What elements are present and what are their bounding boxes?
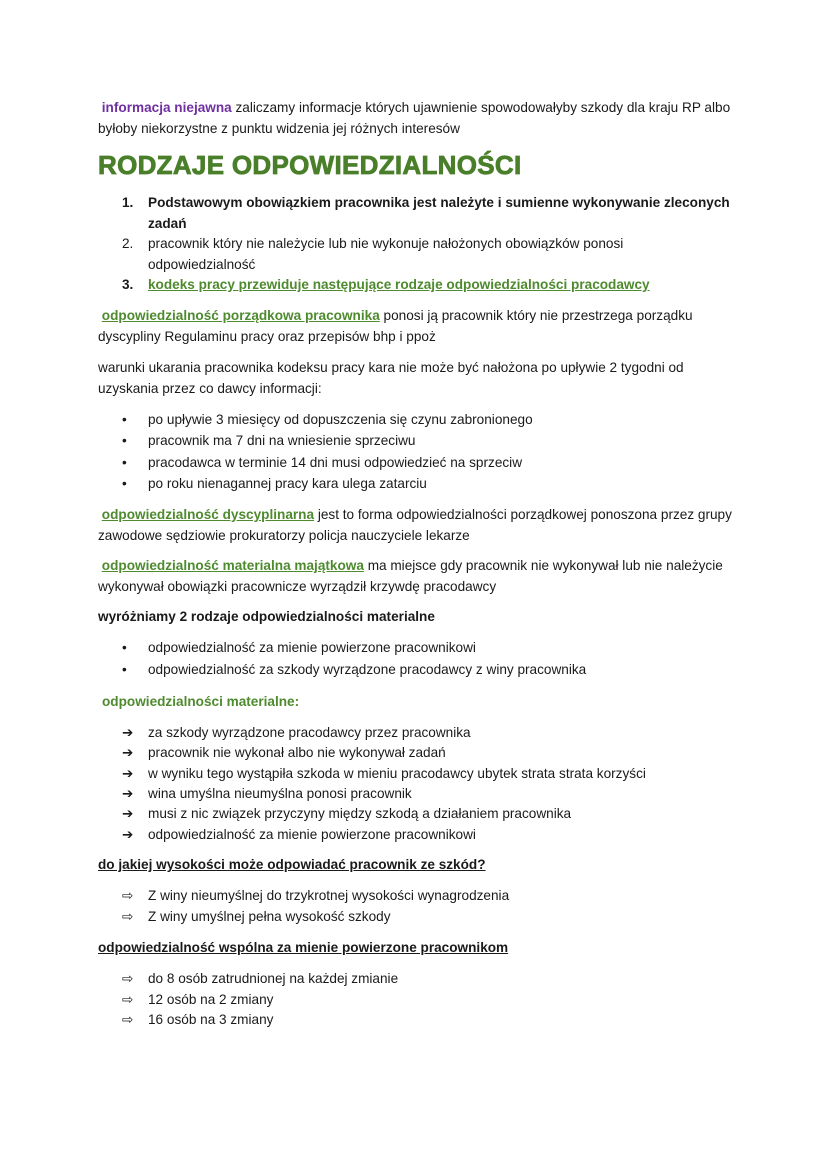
materialna-paragraph bbox=[98, 556, 738, 597]
list-item bbox=[122, 804, 732, 825]
list-item-text: 16 osób na 3 zmiany bbox=[148, 1012, 274, 1027]
list-item bbox=[122, 638, 732, 659]
list-item bbox=[122, 886, 732, 907]
porzadkowa-paragraph bbox=[98, 306, 738, 347]
hollow-arrow-right-icon: ⇨ bbox=[122, 1012, 134, 1027]
list-item-text: pracownik nie wykonał albo nie wykonywał zadań bbox=[148, 745, 446, 761]
term: odpowiedzialność porządkowa pracownika bbox=[101, 308, 380, 323]
list-item bbox=[122, 907, 732, 928]
list-item bbox=[122, 764, 732, 785]
wspolna-heading-text: odpowiedzialność wspólna za mienie powierzone pracownikom bbox=[98, 940, 509, 955]
numbered-item bbox=[122, 275, 732, 296]
arrow-right-icon: ➔ bbox=[122, 826, 134, 842]
bullet-icon: • bbox=[122, 433, 127, 449]
bullet-icon: • bbox=[122, 475, 127, 491]
numbered-item bbox=[122, 234, 732, 275]
page-heading: RODZAJE ODPOWIEDZIALNOŚCI bbox=[98, 150, 522, 180]
term: odpowiedzialność materialna majątkowa bbox=[101, 558, 364, 573]
list-item-text: po upływie 3 miesięcy od dopuszczenia się czynu zabronionego bbox=[148, 412, 533, 427]
list-item bbox=[122, 410, 732, 431]
wspolna-heading bbox=[98, 938, 738, 959]
list-item-text: pracownik ma 7 dni na wniesienie sprzeciwu bbox=[148, 433, 416, 449]
list-item-text: odpowiedzialność za szkody wyrządzone pracodawcy z winy pracownika bbox=[148, 661, 587, 677]
hollow-arrow-right-icon: ⇨ bbox=[122, 971, 134, 986]
item-number: 3. bbox=[122, 277, 134, 292]
text: ponosi ją pracownik który nie przestrzega porządku dyscypliny Regulaminu pracy oraz przepisów bhp i ppoż bbox=[98, 308, 693, 344]
hollow-arrow-right-icon: ⇨ bbox=[122, 888, 134, 903]
list-item-text: za szkody wyrządzone pracodawcy przez pracownika bbox=[148, 725, 471, 740]
item-number: 1. bbox=[122, 195, 134, 210]
list-item bbox=[122, 1010, 732, 1031]
warunki-paragraph: warunki ukarania pracownika kodeksu pracy kara nie może być nałożona po upływie 2 tygodni od uzyskania przez co dawcy informacji: bbox=[98, 360, 684, 396]
item-text: kodeks pracy przewiduje następujące rodzaje odpowiedzialności pracodawcy bbox=[148, 277, 650, 292]
materialne-heading bbox=[102, 692, 742, 713]
list-item-text: do 8 osób zatrudnionej na każdej zmianie bbox=[148, 971, 399, 986]
hollow-arrow-right-icon: ⇨ bbox=[122, 908, 134, 924]
list-item bbox=[122, 431, 732, 452]
item-number: 2. bbox=[122, 236, 134, 251]
text: ma miejsce gdy pracownik nie wykonywał lub nie należycie wykonywał obowiązki pracownicze wyrządził krzywdę pracodawcy bbox=[98, 558, 723, 594]
list-item bbox=[122, 743, 732, 764]
wyrozniamy-heading: wyróżniamy 2 rodzaje odpowiedzialności materialne bbox=[98, 609, 435, 624]
list-item-text: w wyniku tego wystąpiła szkoda w mieniu pracodawcy ubytek strata strata korzyści bbox=[148, 765, 646, 781]
list-item bbox=[122, 474, 732, 495]
item-text: Podstawowym obowiązkiem pracownika jest należyte i sumienne wykonywanie zleconych zadań bbox=[148, 195, 730, 231]
list-item-text: wina umyślna nieumyślna ponosi pracownik bbox=[148, 785, 412, 801]
hollow-arrow-right-icon: ⇨ bbox=[122, 991, 134, 1007]
wysokosc-heading bbox=[98, 855, 738, 876]
list-item-text: odpowiedzialność za mienie powierzone pracownikowi bbox=[148, 640, 476, 655]
dyscyplinarna-paragraph bbox=[98, 505, 738, 546]
list-item bbox=[122, 784, 732, 805]
list-item-text: po roku nienagannej pracy kara ulega zatarciu bbox=[148, 475, 427, 491]
wysokosc-heading-text: do jakiej wysokości może odpowiadać pracownik ze szkód? bbox=[98, 857, 486, 872]
list-item bbox=[122, 660, 732, 681]
list-item bbox=[122, 990, 732, 1011]
list-item-text: 12 osób na 2 zmiany bbox=[148, 991, 274, 1007]
materialne-heading-text: odpowiedzialności materialne: bbox=[102, 694, 300, 709]
list-item-text: Z winy nieumyślnej do trzykrotnej wysokości wynagrodzenia bbox=[148, 888, 510, 903]
term: odpowiedzialność dyscyplinarna bbox=[101, 507, 315, 522]
list-item bbox=[122, 723, 732, 744]
list-item-text: odpowiedzialność za mienie powierzone pracownikowi bbox=[148, 826, 476, 842]
bullet-icon: • bbox=[122, 661, 127, 677]
arrow-right-icon: ➔ bbox=[122, 785, 134, 801]
list-item bbox=[122, 969, 732, 990]
bullet-icon: • bbox=[122, 454, 127, 470]
item-text: pracownik który nie należycie lub nie wykonuje nałożonych obowiązków ponosi odpowiedzialność bbox=[148, 236, 624, 272]
list-item-text: pracodawca w terminie 14 dni musi odpowiedzieć na sprzeciw bbox=[148, 454, 523, 470]
list-item-text: musi z nic związek przyczyny między szkodą a działaniem pracownika bbox=[148, 806, 572, 822]
bullet-icon: • bbox=[122, 640, 127, 655]
intro-paragraph bbox=[98, 98, 738, 139]
numbered-item bbox=[122, 193, 732, 234]
arrow-right-icon: ➔ bbox=[122, 765, 134, 781]
intro-text: zaliczamy informacje których ujawnienie spowodowałyby szkody dla kraju RP albo byłoby niekorzystne z punktu widzenia jej różnych interesów bbox=[98, 100, 731, 136]
arrow-right-icon: ➔ bbox=[122, 725, 134, 740]
term-informacja-niejawna: informacja niejawna bbox=[101, 100, 232, 115]
list-item-text: Z winy umyślnej pełna wysokość szkody bbox=[148, 908, 391, 924]
list-item bbox=[122, 825, 732, 846]
arrow-right-icon: ➔ bbox=[122, 806, 134, 822]
text: jest to forma odpowiedzialności porządkowej ponoszona przez grupy zawodowe sędziowie prokuratorzy policja nauczyciele lekarze bbox=[98, 507, 732, 543]
list-item bbox=[122, 453, 732, 474]
bullet-icon: • bbox=[122, 412, 127, 427]
arrow-right-icon: ➔ bbox=[122, 745, 134, 761]
